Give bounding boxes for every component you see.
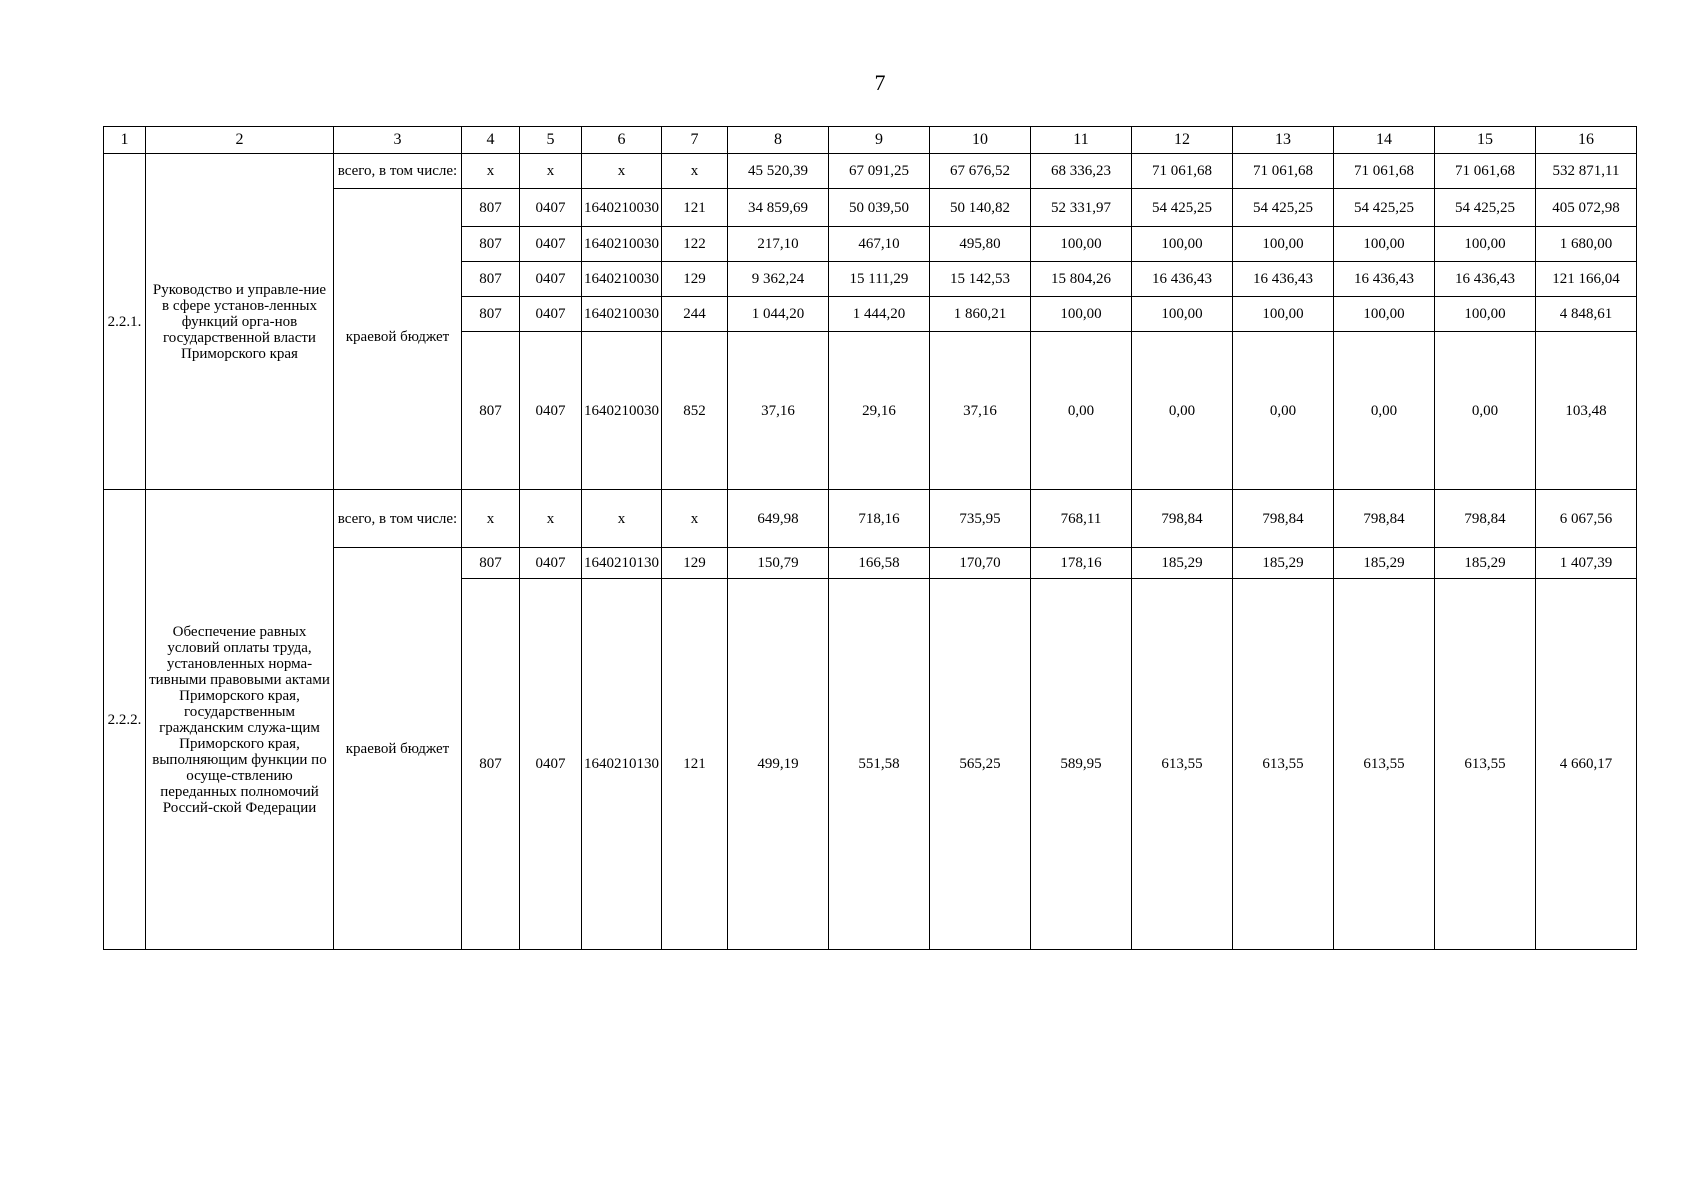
table-cell: 100,00 — [1233, 227, 1334, 262]
table-cell: 170,70 — [930, 548, 1031, 579]
column-header-16: 16 — [1536, 127, 1637, 154]
column-header-13: 13 — [1233, 127, 1334, 154]
table-cell: 185,29 — [1334, 548, 1435, 579]
table-cell: x — [662, 154, 728, 189]
table-cell: 100,00 — [1435, 227, 1536, 262]
table-cell: 4 660,17 — [1536, 579, 1637, 950]
table-cell: 103,48 — [1536, 332, 1637, 490]
table-cell: 1 680,00 — [1536, 227, 1637, 262]
table-cell: 551,58 — [829, 579, 930, 950]
table-cell: 6 067,56 — [1536, 490, 1637, 548]
table-cell: 1640210030 — [582, 227, 662, 262]
table-cell: 185,29 — [1233, 548, 1334, 579]
table-cell: 768,11 — [1031, 490, 1132, 548]
budget-table — [103, 126, 1637, 950]
table-cell: 100,00 — [1132, 297, 1233, 332]
table-cell: 1640210030 — [582, 189, 662, 227]
table-cell: 0,00 — [1435, 332, 1536, 490]
table-cell: 100,00 — [1435, 297, 1536, 332]
table-cell: 798,84 — [1233, 490, 1334, 548]
table-cell: 9 362,24 — [728, 262, 829, 297]
table-cell: 589,95 — [1031, 579, 1132, 950]
table-cell: 0407 — [520, 548, 582, 579]
header-row — [104, 127, 1637, 154]
table-cell: 45 520,39 — [728, 154, 829, 189]
table-cell: 217,10 — [728, 227, 829, 262]
row-number: 2.2.1. — [104, 154, 146, 490]
table-cell: 16 436,43 — [1334, 262, 1435, 297]
table-cell: 807 — [462, 262, 520, 297]
table-row — [104, 548, 1637, 579]
table-cell: 0,00 — [1031, 332, 1132, 490]
table-cell: 0,00 — [1334, 332, 1435, 490]
table-cell: 1640210030 — [582, 332, 662, 490]
table-cell: x — [462, 490, 520, 548]
column-header-14: 14 — [1334, 127, 1435, 154]
table-cell: 37,16 — [728, 332, 829, 490]
table-cell: x — [582, 154, 662, 189]
table-cell: 0407 — [520, 262, 582, 297]
table-cell: 54 425,25 — [1334, 189, 1435, 227]
table-cell: 52 331,97 — [1031, 189, 1132, 227]
table-row — [104, 154, 1637, 189]
table-cell: 0407 — [520, 227, 582, 262]
table-cell: 1 444,20 — [829, 297, 930, 332]
row-number: 2.2.2. — [104, 490, 146, 950]
table-cell: 50 140,82 — [930, 189, 1031, 227]
column-header-10: 10 — [930, 127, 1031, 154]
column-header-2: 2 — [146, 127, 334, 154]
table-cell: 807 — [462, 579, 520, 950]
table-cell: 0,00 — [1233, 332, 1334, 490]
table-cell: 798,84 — [1132, 490, 1233, 548]
column-header-5: 5 — [520, 127, 582, 154]
table-cell: 100,00 — [1334, 297, 1435, 332]
table-cell: 166,58 — [829, 548, 930, 579]
table-cell: 121 — [662, 579, 728, 950]
table-cell: 649,98 — [728, 490, 829, 548]
column-header-7: 7 — [662, 127, 728, 154]
column-header-3: 3 — [334, 127, 462, 154]
table-cell: 121 166,04 — [1536, 262, 1637, 297]
table-cell: 532 871,11 — [1536, 154, 1637, 189]
table-cell: 50 039,50 — [829, 189, 930, 227]
table-cell: 1640210130 — [582, 579, 662, 950]
table-cell: 15 142,53 — [930, 262, 1031, 297]
table-cell: 1 044,20 — [728, 297, 829, 332]
column-header-11: 11 — [1031, 127, 1132, 154]
table-cell: 129 — [662, 262, 728, 297]
table-cell: 71 061,68 — [1233, 154, 1334, 189]
table-cell: 807 — [462, 189, 520, 227]
column-header-15: 15 — [1435, 127, 1536, 154]
row-description: Руководство и управле-ние в сфере установ-ленных функций орга-нов государственной власти Приморского края — [146, 154, 334, 490]
table-cell: 735,95 — [930, 490, 1031, 548]
table-cell: 0407 — [520, 297, 582, 332]
table-cell: 71 061,68 — [1334, 154, 1435, 189]
funding-source-total: всего, в том числе: — [334, 490, 462, 548]
table-cell: 807 — [462, 227, 520, 262]
table-cell: 67 091,25 — [829, 154, 930, 189]
table-cell: 405 072,98 — [1536, 189, 1637, 227]
table-cell: 0407 — [520, 579, 582, 950]
table-cell: 122 — [662, 227, 728, 262]
column-header-9: 9 — [829, 127, 930, 154]
table-cell: x — [462, 154, 520, 189]
table-cell: 54 425,25 — [1233, 189, 1334, 227]
table-cell: 499,19 — [728, 579, 829, 950]
funding-source-budget: краевой бюджет — [334, 189, 462, 490]
table-cell: 100,00 — [1334, 227, 1435, 262]
table-cell: 34 859,69 — [728, 189, 829, 227]
funding-source-total: всего, в том числе: — [334, 154, 462, 189]
table-cell: 71 061,68 — [1132, 154, 1233, 189]
table-cell: 565,25 — [930, 579, 1031, 950]
table-cell: 67 676,52 — [930, 154, 1031, 189]
table-cell: 852 — [662, 332, 728, 490]
table-cell: x — [582, 490, 662, 548]
table-cell: 68 336,23 — [1031, 154, 1132, 189]
table-cell: 54 425,25 — [1132, 189, 1233, 227]
page-number: 7 — [874, 70, 886, 95]
column-header-6: 6 — [582, 127, 662, 154]
table-cell: 613,55 — [1435, 579, 1536, 950]
table-cell: 71 061,68 — [1435, 154, 1536, 189]
table-cell: 718,16 — [829, 490, 930, 548]
table-cell: 100,00 — [1031, 297, 1132, 332]
table-cell: 798,84 — [1334, 490, 1435, 548]
column-header-12: 12 — [1132, 127, 1233, 154]
table-cell: 0407 — [520, 332, 582, 490]
table-cell: 1 860,21 — [930, 297, 1031, 332]
table-cell: 29,16 — [829, 332, 930, 490]
row-description: Обеспечение равных условий оплаты труда, установленных норма-тивными правовыми актами Приморского края, государственным гражданским служа-щим Приморского края, выполняющим функции по осуще-ствлению переданных полномочий Россий-ской Федерации — [146, 490, 334, 950]
funding-source-budget: краевой бюджет — [334, 548, 462, 950]
table-cell: 129 — [662, 548, 728, 579]
column-header-8: 8 — [728, 127, 829, 154]
table-cell: 16 436,43 — [1132, 262, 1233, 297]
table-cell: x — [662, 490, 728, 548]
table-cell: 54 425,25 — [1435, 189, 1536, 227]
table-cell: 16 436,43 — [1233, 262, 1334, 297]
table-cell: 185,29 — [1132, 548, 1233, 579]
table-cell: x — [520, 154, 582, 189]
table-cell: 1640210130 — [582, 548, 662, 579]
table-cell: 1640210030 — [582, 297, 662, 332]
table-cell: 100,00 — [1132, 227, 1233, 262]
table-cell: 1 407,39 — [1536, 548, 1637, 579]
table-cell: x — [520, 490, 582, 548]
table-cell: 37,16 — [930, 332, 1031, 490]
table-cell: 807 — [462, 297, 520, 332]
table-cell: 0,00 — [1132, 332, 1233, 490]
table-cell: 467,10 — [829, 227, 930, 262]
table-cell: 15 111,29 — [829, 262, 930, 297]
table-cell: 4 848,61 — [1536, 297, 1637, 332]
table-cell: 798,84 — [1435, 490, 1536, 548]
table-row — [104, 490, 1637, 548]
table-cell: 16 436,43 — [1435, 262, 1536, 297]
table-cell: 150,79 — [728, 548, 829, 579]
column-header-4: 4 — [462, 127, 520, 154]
table-cell: 495,80 — [930, 227, 1031, 262]
table-cell: 244 — [662, 297, 728, 332]
table-cell: 121 — [662, 189, 728, 227]
table-cell: 0407 — [520, 189, 582, 227]
table-cell: 178,16 — [1031, 548, 1132, 579]
table-row — [104, 189, 1637, 227]
table-cell: 807 — [462, 548, 520, 579]
table-cell: 15 804,26 — [1031, 262, 1132, 297]
table-cell: 100,00 — [1233, 297, 1334, 332]
table-cell: 1640210030 — [582, 262, 662, 297]
table-cell: 613,55 — [1334, 579, 1435, 950]
column-header-1: 1 — [104, 127, 146, 154]
table-cell: 185,29 — [1435, 548, 1536, 579]
table-cell: 807 — [462, 332, 520, 490]
table-cell: 613,55 — [1233, 579, 1334, 950]
table-cell: 100,00 — [1031, 227, 1132, 262]
table-cell: 613,55 — [1132, 579, 1233, 950]
